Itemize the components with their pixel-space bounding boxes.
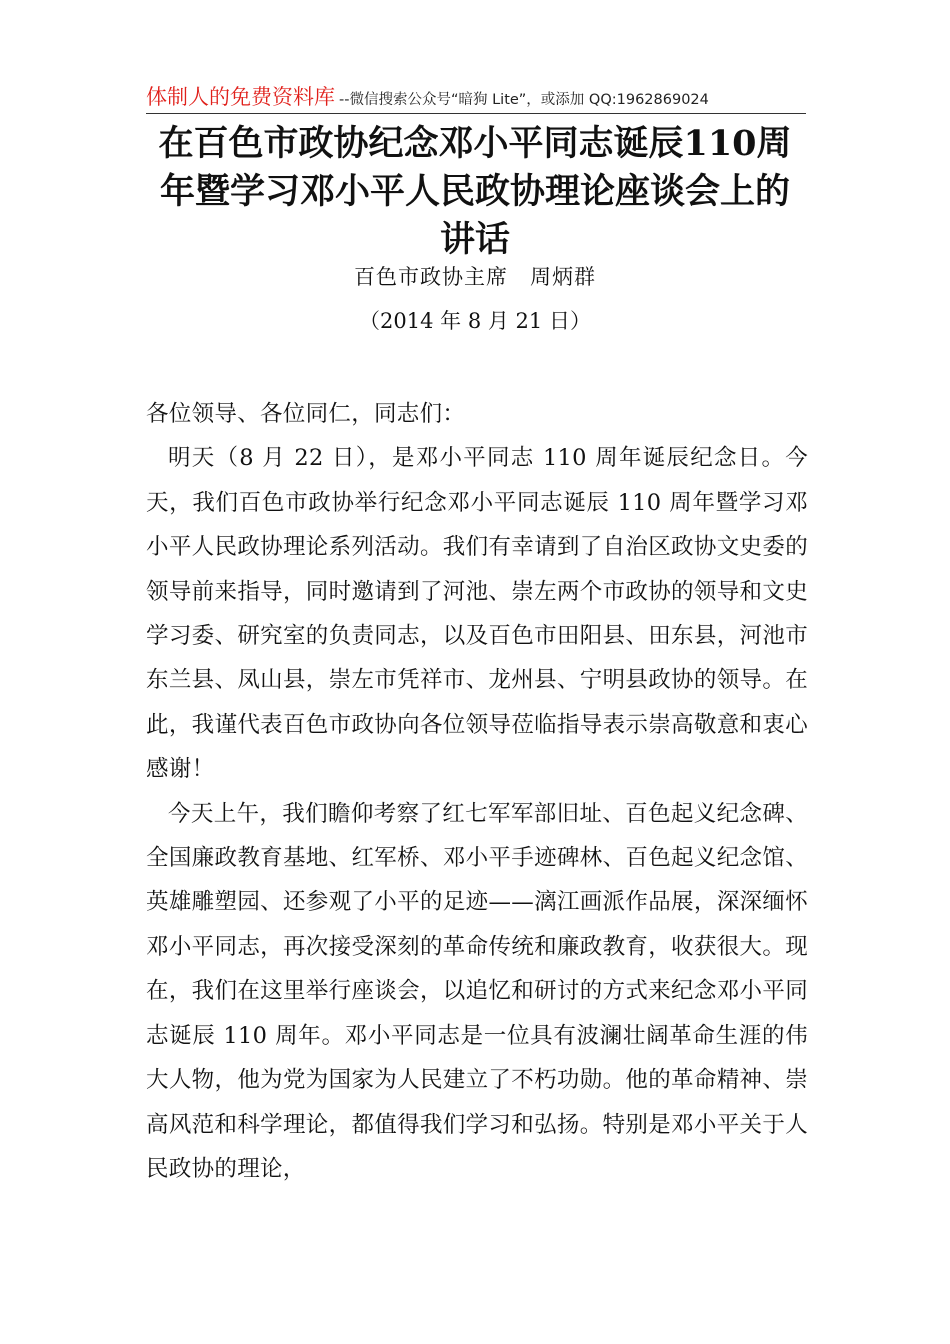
salutation: 各位领导、各位同仁，同志们： [146,401,466,427]
paragraph: 今天上午，我们瞻仰考察了红七军军部旧址、百色起义纪念碑、全国廉政教育基地、红军桥、邓小平手迹碑林、百色起义纪念馆、英雄雕塑园、还参观了小平的足迹——漓江画派作品展，深深缅怀邓小平同志，再次接受深刻的革命传统和廉政教育，收获很大。现在，我们在这里举行座谈会，以追忆和研讨的方式来纪念邓小平同志诞辰 110 周年。邓小平同志是一位具有波澜壮阔革命生涯的伟大人物，他为党为国家为人民建立了不朽功勋。他的革命精神、崇高风范和科学理论，都值得我们学习和弘扬。特别是邓小平关于人民政协的理论， [146,800,808,1182]
document-title: 在百色市政协纪念邓小平同志诞辰110周年暨学习邓小平人民政协理论座谈会上的讲话 [158,123,792,260]
header-site-name: 体制人的免费资料库 [146,85,335,109]
document-byline: 百色市政协主席 周炳群 [354,265,596,289]
document-body [146,392,808,1191]
header-tagline: --微信搜索公众号“暗狗 Lite”，或添加 QQ:1962869024 [339,92,709,108]
document-date: （2014 年 8 月 21 日） [359,309,591,333]
paragraph: 明天（8 月 22 日），是邓小平同志 110 周年诞辰纪念日。今天，我们百色市政协举行纪念邓小平同志诞辰 110 周年暨学习邓小平人民政协理论系列活动。我们有幸请到了自治区政协文史委的领导前来指导，同时邀请到了河池、崇左两个市政协的领导和文史学习委、研究室的负责同志，以及百色市田阳县、田东县，河池市东兰县、凤山县，崇左市凭祥市、龙州县、宁明县政协的领导。在此，我谨代表百色市政协向各位领导莅临指导表示崇高敬意和衷心感谢！ [146,445,808,783]
page-header [146,84,806,114]
